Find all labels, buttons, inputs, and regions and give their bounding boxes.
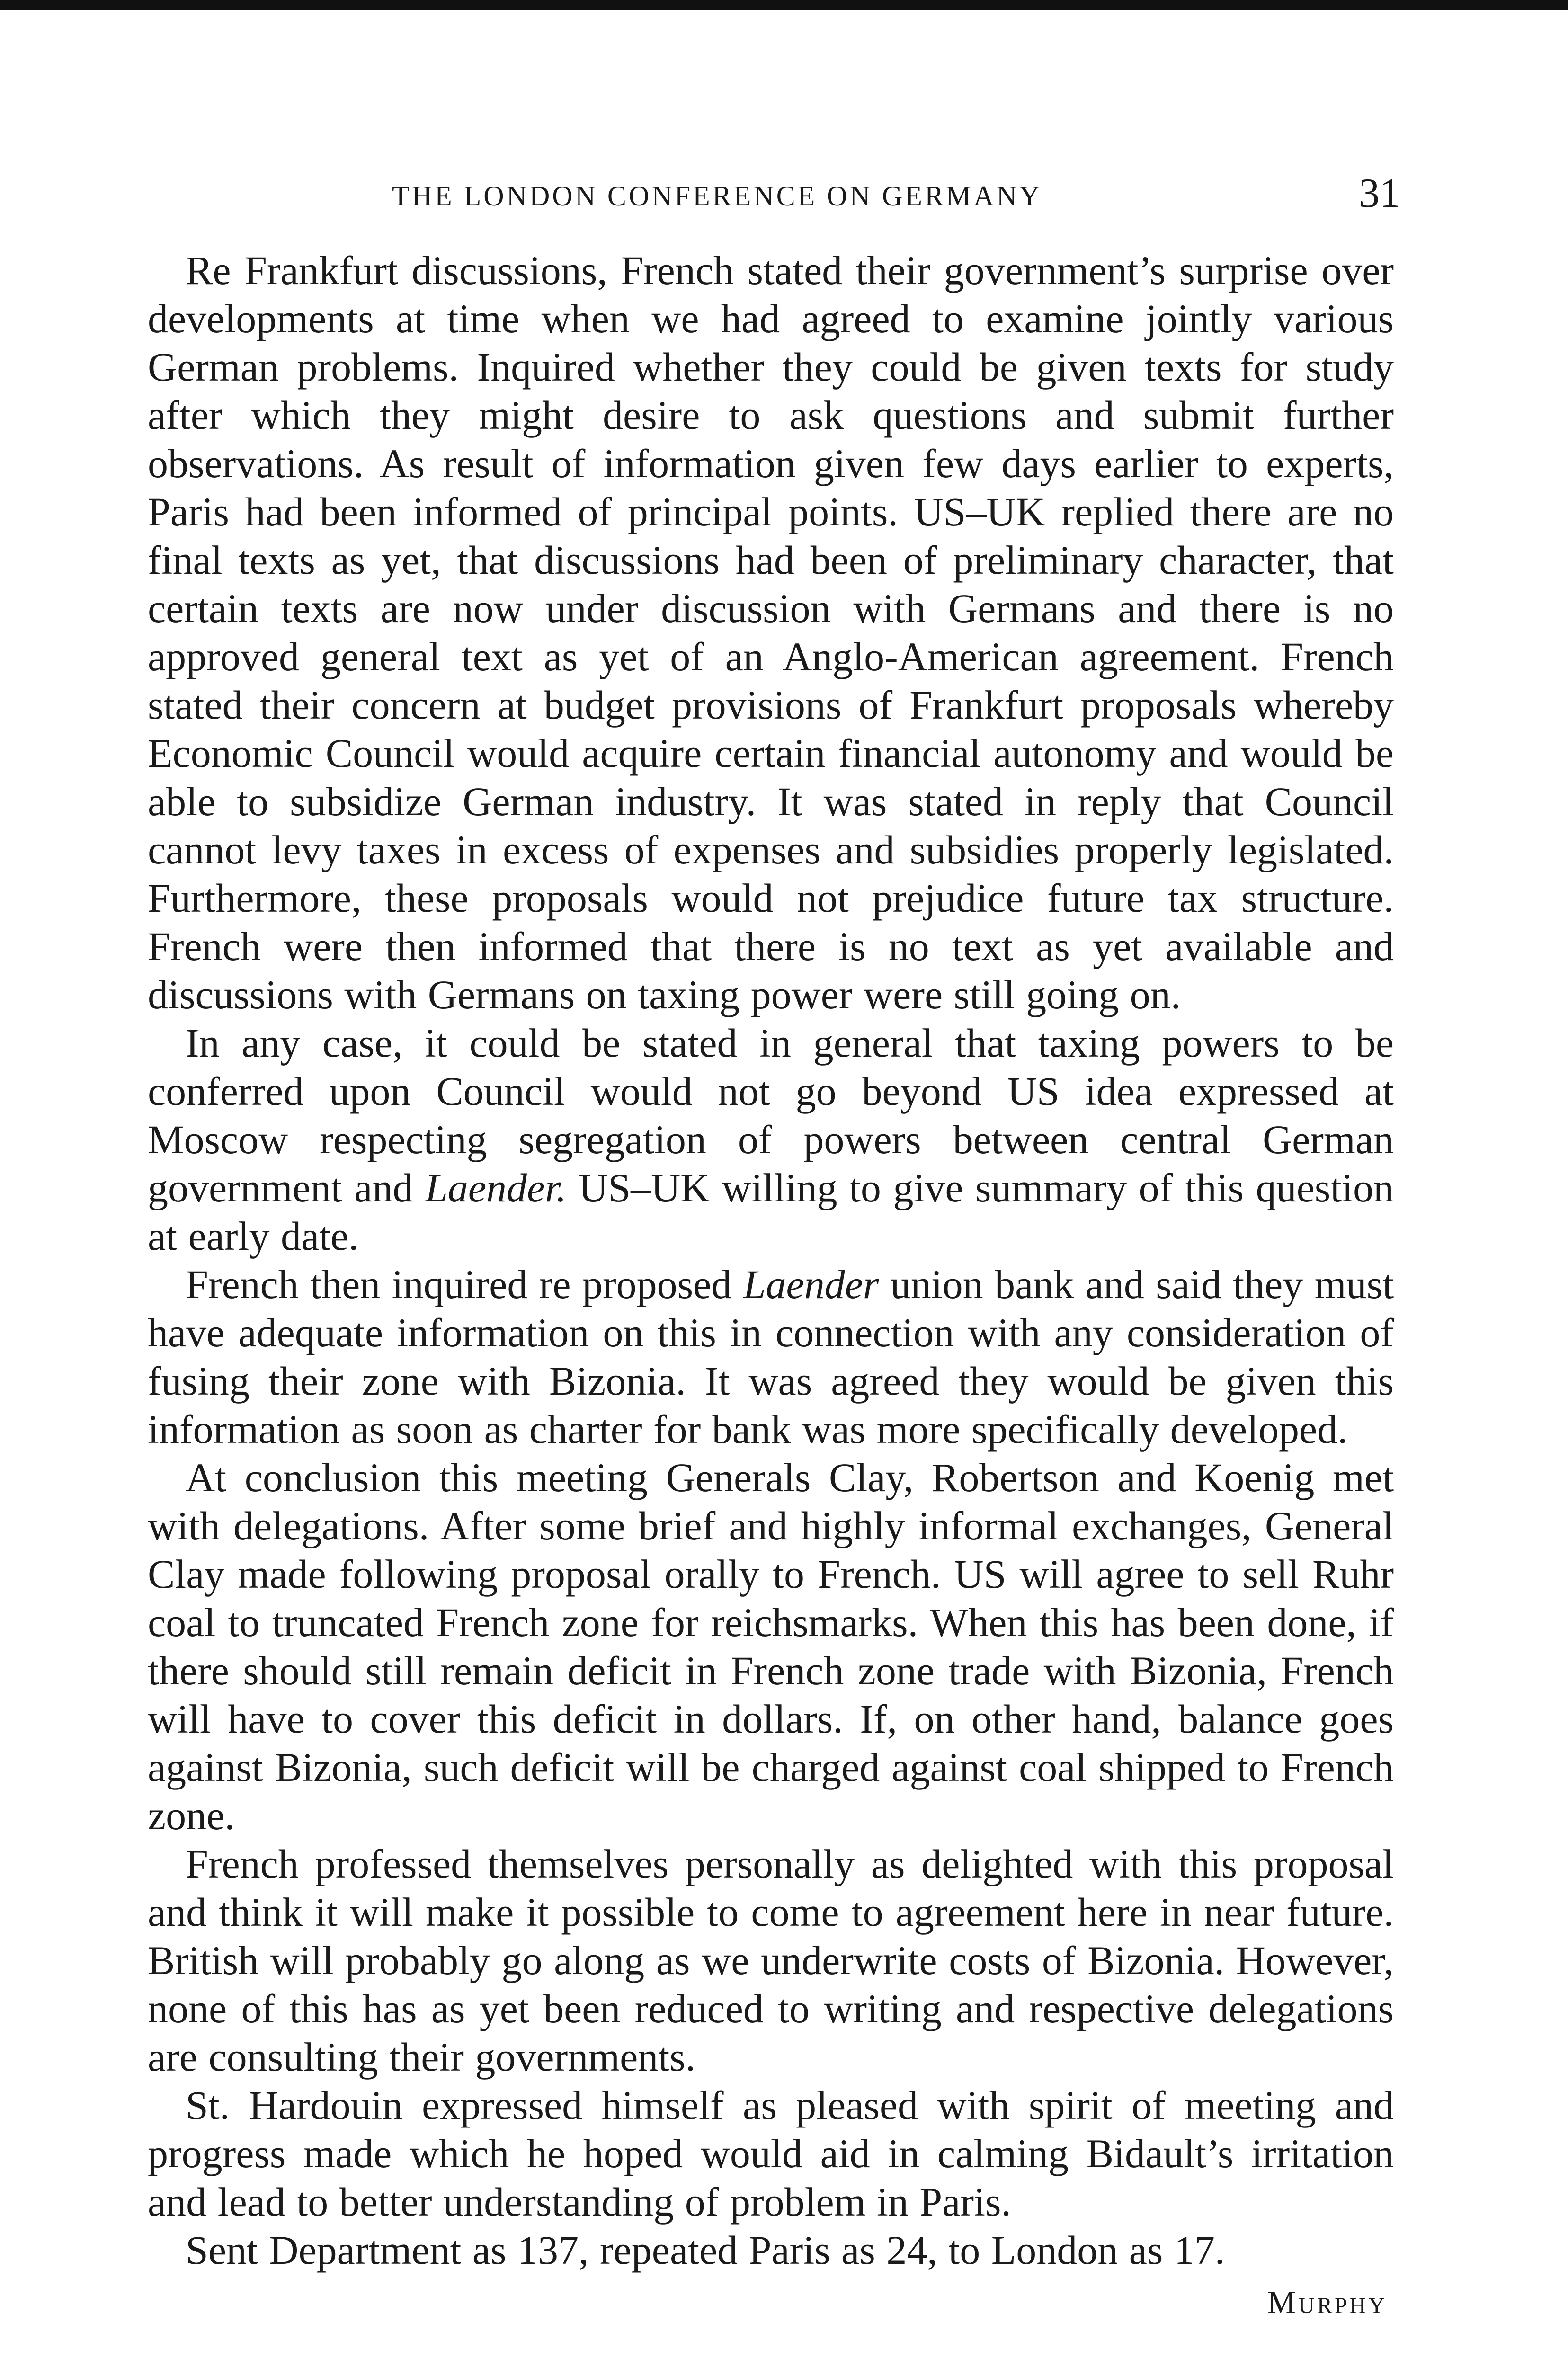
paragraph-text: French then inquired re proposed	[186, 1262, 743, 1307]
paragraph-taxing-powers	[148, 1019, 1394, 1260]
paragraph-union-bank	[148, 1260, 1394, 1453]
document-body	[148, 246, 1394, 2321]
italic-term-laender: Laender.	[425, 1165, 567, 1210]
paragraph-frankfurt-discussions: Re Frankfurt discussions, French stated their government’s surprise over developments at time when we had agreed to examine jointly various German problems. Inquired whether they could be given texts for study after which they might desire to ask questions and submit further observations. As result of information given few days earlier to experts, Paris had been informed of principal points. US–UK replied there are no final texts as yet, that discussions had been of preliminary character, that certain texts are now under discussion with Germans and there is no approved general text as yet of an Anglo-American agreement. French stated their concern at budget provisions of Frankfurt proposals whereby Economic Council would acquire certain financial autonomy and would be able to subsidize German industry. It was stated in reply that Council cannot levy taxes in excess of expenses and subsidies properly legislated. Furthermore, these proposals would not prejudice future tax structure. French were then informed that there is no text as yet available and discussions with Germans on taxing power were still going on.	[148, 248, 1394, 1017]
paragraph-text: US–UK willing to give summary of this question at early date.	[148, 1165, 1394, 1259]
italic-term-laender: Laender	[743, 1262, 879, 1307]
paragraph-clay-proposal: At conclusion this meeting Generals Clay, Robertson and Koenig met with delegations. After some brief and highly informal exchanges, General Clay made following proposal orally to French. US will agree to sell Ruhr coal to truncated French zone for reichsmarks. When this has been done, if there should still remain deficit in French zone trade with Bizonia, French will have to cover this deficit in dollars. If, on other hand, balance goes against Bizonia, such deficit will be charged against coal shipped to French zone.	[148, 1455, 1394, 1838]
paragraph-french-reaction: French professed themselves personally as delighted with this proposal and think it will make it possible to come to agreement here in near future. British will probably go along as we underwrite costs of Bizonia. However, none of this has as yet been reduced to writing and respective delegations are consulting their governments.	[148, 1841, 1394, 2080]
paragraph-text: In any case, it could be stated in general that taxing powers to be conferred upon Council would not go beyond US idea expressed at Moscow respecting segregation of powers between central German government and	[148, 1020, 1394, 1210]
paragraph-st-hardouin: St. Hardouin expressed himself as pleased with spirit of meeting and progress made which he hoped would aid in calming Bidault’s irritation and lead to better understanding of problem in Paris.	[148, 2082, 1394, 2225]
signature: Murphy	[1267, 2284, 1387, 2320]
top-border-rule	[0, 0, 1568, 10]
page-number: 31	[1359, 170, 1400, 216]
paragraph-text: union bank and said they must have adequate information on this in connection with any consideration of fusing their zone with Bizonia. It was agreed they would be given this information as soon as charter for bank was more specifically developed.	[148, 1262, 1394, 1452]
page-header	[151, 169, 1400, 222]
running-title: THE LONDON CONFERENCE ON GERMANY	[392, 180, 1042, 212]
paragraph-sent-department: Sent Department as 137, repeated Paris as 24, to London as 17.	[186, 2227, 1225, 2273]
